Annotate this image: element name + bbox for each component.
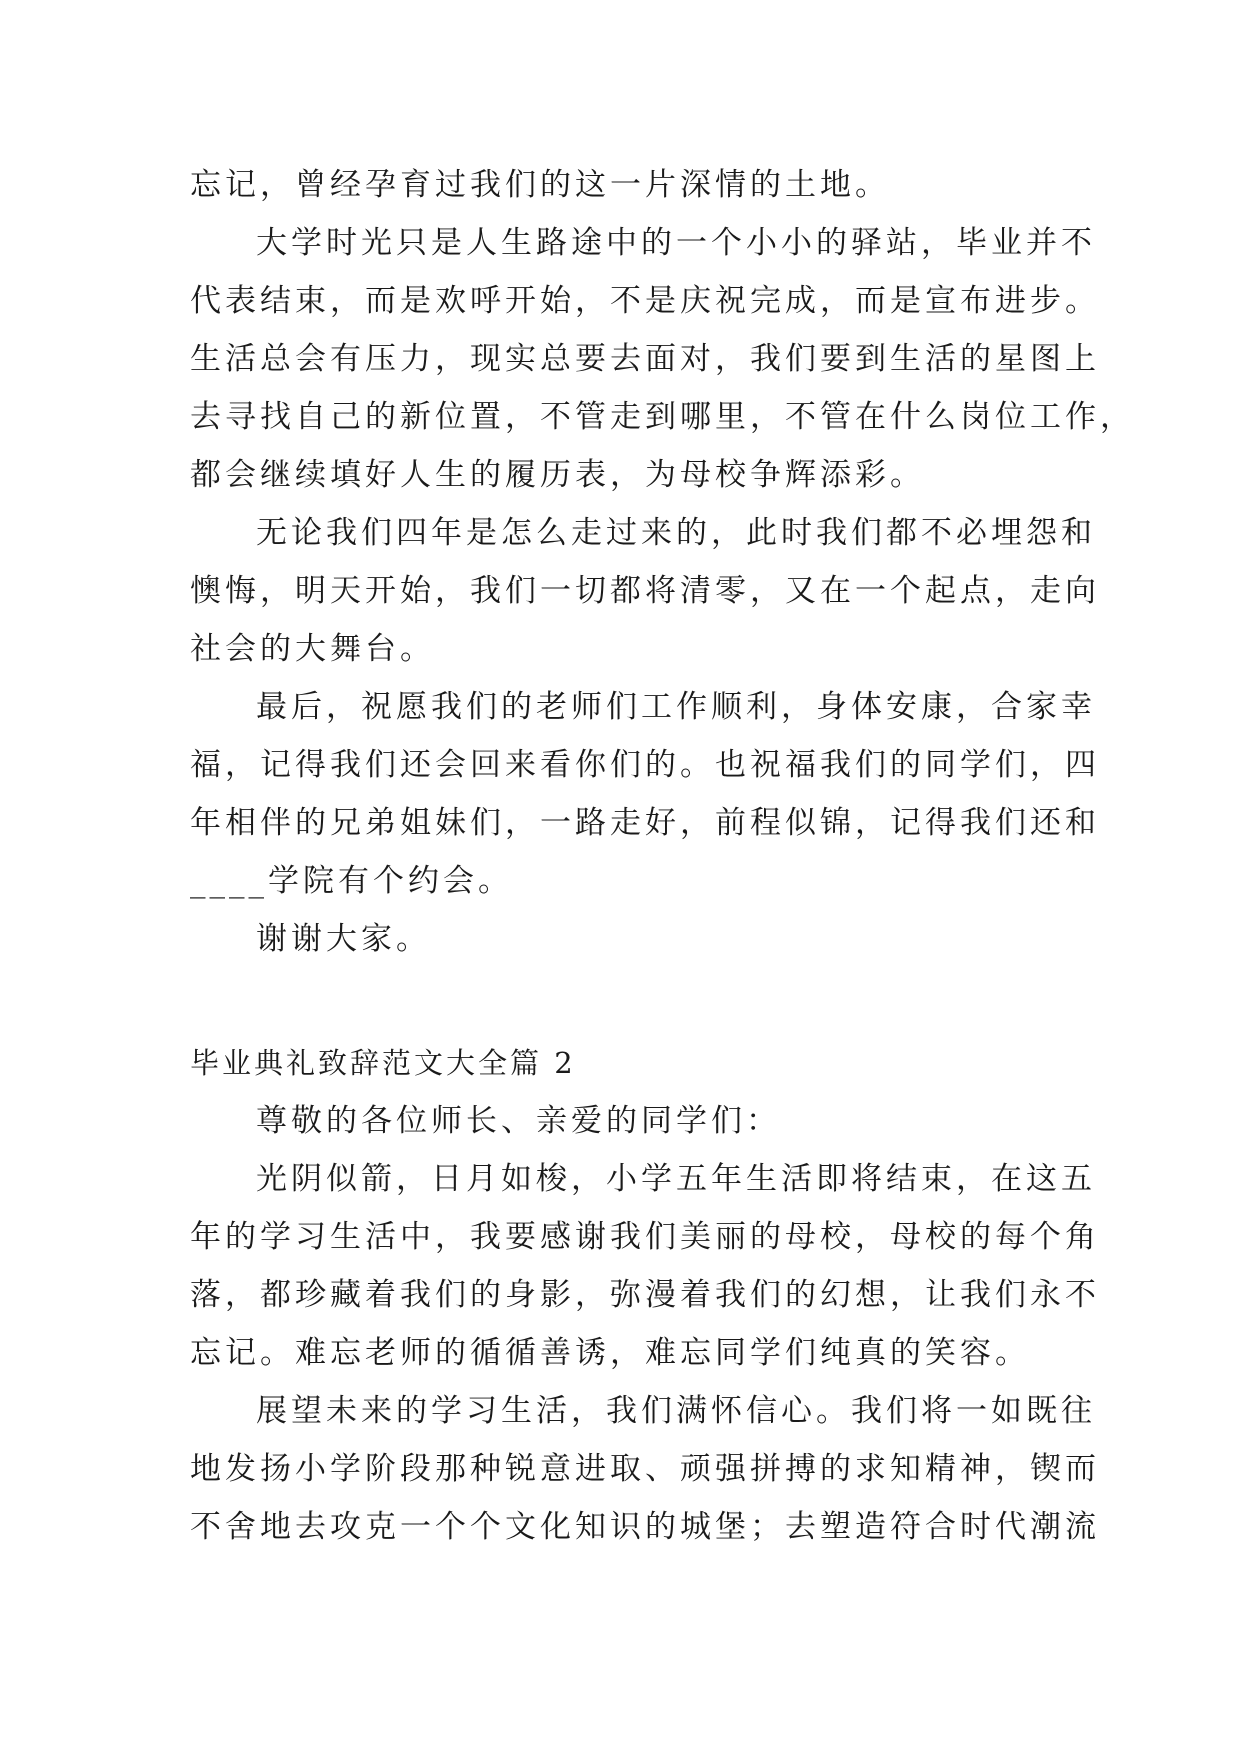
paragraph-line: 社会的大舞台。 (190, 631, 435, 667)
paragraph-line: 光阴似箭，日月如梭，小学五年生活即将结束，在这五 (256, 1161, 1096, 1197)
paragraph-line: 落，都珍藏着我们的身影，弥漫着我们的幻想，让我们永不 (190, 1277, 1100, 1313)
paragraph-line: 大学时光只是人生路途中的一个小小的驿站，毕业并不 (256, 225, 1096, 261)
paragraph-line: 忘记，曾经孕育过我们的这一片深情的土地。 (190, 167, 890, 203)
paragraph-line: 无论我们四年是怎么走过来的，此时我们都不必埋怨和 (256, 515, 1096, 551)
paragraph-line: 代表结束，而是欢呼开始，不是庆祝完成，而是宣布进步。 (190, 283, 1100, 319)
section-title: 毕业典礼致辞范文大全篇 2 (190, 1046, 576, 1080)
section-1 (190, 156, 1135, 968)
paragraph-line: 年相伴的兄弟姐妹们，一路走好，前程似锦，记得我们还和 (190, 805, 1100, 841)
paragraph-line: 尊敬的各位师长、亲爱的同学们： (256, 1103, 781, 1139)
paragraph-line: 忘记。难忘老师的循循善诱，难忘同学们纯真的笑容。 (190, 1335, 1030, 1371)
paragraph-line: 懊悔，明天开始，我们一切都将清零，又在一个起点，走向 (190, 573, 1100, 609)
paragraph-line: 生活总会有压力，现实总要去面对，我们要到生活的星图上 (190, 341, 1100, 377)
paragraph-line: 福，记得我们还会回来看你们的。也祝福我们的同学们，四 (190, 747, 1100, 783)
paragraph-line: 谢谢大家。 (256, 921, 431, 957)
paragraph-line: 年的学习生活中，我要感谢我们美丽的母校，母校的每个角 (190, 1219, 1100, 1255)
paragraph-line: 展望未来的学习生活，我们满怀信心。我们将一如既往 (256, 1393, 1096, 1429)
paragraph-line: 都会继续填好人生的履历表，为母校争辉添彩。 (190, 457, 925, 493)
paragraph-line: 最后，祝愿我们的老师们工作顺利，身体安康，合家幸 (256, 689, 1096, 725)
section-2 (190, 1034, 1100, 1556)
paragraph-line: 不舍地去攻克一个个文化知识的城堡；去塑造符合时代潮流 (190, 1509, 1100, 1545)
paragraph-line: 地发扬小学阶段那种锐意进取、顽强拼搏的求知精神，锲而 (190, 1451, 1100, 1487)
paragraph-line: 去寻找自己的新位置，不管走到哪里，不管在什么岗位工作， (190, 399, 1135, 435)
paragraph-line: ____学院有个约会。 (190, 863, 513, 899)
